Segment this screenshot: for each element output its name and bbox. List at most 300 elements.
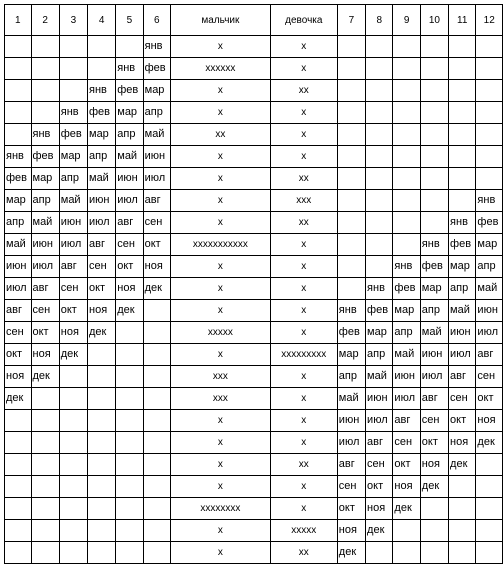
- month-cell: [476, 498, 503, 520]
- month-cell: дек: [337, 542, 365, 564]
- month-cell: дек: [143, 278, 170, 300]
- girl-tally-cell: x: [270, 256, 337, 278]
- month-cell: [59, 542, 87, 564]
- month-cell: июн: [337, 410, 365, 432]
- boy-tally-cell: x: [171, 168, 271, 190]
- month-cell: [143, 410, 170, 432]
- month-cell: [366, 102, 393, 124]
- month-cell: [5, 36, 32, 58]
- month-cell: сен: [88, 256, 116, 278]
- month-cell: апр: [59, 168, 87, 190]
- month-cell: [393, 146, 420, 168]
- month-cell: июл: [449, 344, 476, 366]
- month-cell: янв: [393, 256, 420, 278]
- month-cell: июн: [143, 146, 170, 168]
- month-cell: фев: [88, 102, 116, 124]
- header-column-number: 11: [449, 5, 476, 36]
- girl-tally-cell: xx: [270, 454, 337, 476]
- table-row: [5, 80, 503, 102]
- month-cell: [5, 410, 32, 432]
- month-cell: [420, 520, 448, 542]
- month-cell: [116, 344, 143, 366]
- month-cell: сен: [337, 476, 365, 498]
- month-cell: [393, 80, 420, 102]
- month-cell: окт: [449, 410, 476, 432]
- month-cell: [337, 278, 365, 300]
- girl-tally-cell: x: [270, 124, 337, 146]
- table-row: [5, 300, 503, 322]
- month-cell: ноя: [5, 366, 32, 388]
- month-cell: [143, 498, 170, 520]
- month-cell: [449, 80, 476, 102]
- month-cell: [143, 322, 170, 344]
- month-cell: [420, 102, 448, 124]
- month-cell: [449, 520, 476, 542]
- month-cell: [420, 124, 448, 146]
- header-column-number: 9: [393, 5, 420, 36]
- month-cell: [476, 36, 503, 58]
- month-cell: [393, 520, 420, 542]
- boy-tally-cell: x: [171, 146, 271, 168]
- month-cell: мар: [476, 234, 503, 256]
- month-cell: ноя: [393, 476, 420, 498]
- month-cell: [31, 58, 59, 80]
- month-cell: апр: [337, 366, 365, 388]
- month-cell: [59, 432, 87, 454]
- month-cell: [116, 366, 143, 388]
- month-cell: [449, 542, 476, 564]
- month-cell: [5, 476, 32, 498]
- month-cell: июл: [143, 168, 170, 190]
- month-cell: [59, 80, 87, 102]
- month-cell: апр: [476, 256, 503, 278]
- month-cell: апр: [116, 124, 143, 146]
- month-cell: [143, 454, 170, 476]
- month-cell: [59, 36, 87, 58]
- month-cell: [116, 454, 143, 476]
- month-cell: ноя: [420, 454, 448, 476]
- boy-tally-cell: xxx: [171, 388, 271, 410]
- month-cell: ноя: [337, 520, 365, 542]
- boy-tally-cell: x: [171, 36, 271, 58]
- month-cell: [366, 542, 393, 564]
- month-cell: [366, 124, 393, 146]
- header-column-number: 5: [116, 5, 143, 36]
- month-cell: янв: [143, 36, 170, 58]
- month-cell: ноя: [449, 432, 476, 454]
- month-cell: [449, 146, 476, 168]
- month-cell: окт: [143, 234, 170, 256]
- month-cell: авг: [143, 190, 170, 212]
- boy-tally-cell: xxxxxxxxxxx: [171, 234, 271, 256]
- month-cell: ноя: [476, 410, 503, 432]
- month-cell: янв: [5, 146, 32, 168]
- month-cell: окт: [476, 388, 503, 410]
- month-cell: [143, 432, 170, 454]
- month-cell: [88, 498, 116, 520]
- month-cell: сен: [476, 366, 503, 388]
- month-cell: июн: [393, 366, 420, 388]
- boy-tally-cell: x: [171, 520, 271, 542]
- boy-tally-cell: x: [171, 80, 271, 102]
- table-row: [5, 124, 503, 146]
- girl-tally-cell: x: [270, 498, 337, 520]
- month-cell: [31, 498, 59, 520]
- month-cell: апр: [88, 146, 116, 168]
- month-cell: [5, 124, 32, 146]
- month-cell: июн: [88, 190, 116, 212]
- table-row: [5, 190, 503, 212]
- month-cell: [366, 212, 393, 234]
- month-cell: ноя: [88, 300, 116, 322]
- month-cell: дек: [449, 454, 476, 476]
- month-cell: [88, 344, 116, 366]
- header-column-number: 8: [366, 5, 393, 36]
- month-cell: дек: [366, 520, 393, 542]
- table-row: [5, 212, 503, 234]
- month-cell: авг: [5, 300, 32, 322]
- girl-tally-cell: xx: [270, 168, 337, 190]
- girl-tally-cell: xxxxxxxxx: [270, 344, 337, 366]
- boy-tally-cell: xx: [171, 124, 271, 146]
- month-cell: [88, 366, 116, 388]
- month-cell: [476, 80, 503, 102]
- month-cell: [420, 80, 448, 102]
- month-cell: [366, 58, 393, 80]
- month-cell: [59, 410, 87, 432]
- header-row: [5, 5, 503, 36]
- month-cell: [393, 58, 420, 80]
- month-cell: [31, 432, 59, 454]
- month-cell: май: [31, 212, 59, 234]
- boy-tally-cell: x: [171, 410, 271, 432]
- month-cell: [393, 212, 420, 234]
- month-cell: [420, 58, 448, 80]
- month-cell: [476, 454, 503, 476]
- month-cell: [449, 168, 476, 190]
- month-cell: [116, 432, 143, 454]
- month-cell: июл: [59, 234, 87, 256]
- month-cell: авг: [366, 432, 393, 454]
- month-cell: мар: [337, 344, 365, 366]
- month-cell: май: [116, 146, 143, 168]
- month-cell: [337, 212, 365, 234]
- month-cell: май: [59, 190, 87, 212]
- month-cell: [88, 542, 116, 564]
- girl-tally-cell: x: [270, 146, 337, 168]
- month-cell: [337, 168, 365, 190]
- month-cell: [59, 520, 87, 542]
- month-cell: янв: [449, 212, 476, 234]
- month-cell: [59, 58, 87, 80]
- month-cell: [476, 476, 503, 498]
- month-cell: фев: [449, 234, 476, 256]
- table-body: [5, 5, 503, 564]
- table-row: [5, 146, 503, 168]
- month-cell: [116, 410, 143, 432]
- month-cell: сен: [393, 432, 420, 454]
- month-cell: дек: [393, 498, 420, 520]
- table-row: [5, 102, 503, 124]
- month-cell: [337, 102, 365, 124]
- month-cell: [88, 410, 116, 432]
- month-cell: [420, 212, 448, 234]
- month-cell: [5, 454, 32, 476]
- month-cell: дек: [88, 322, 116, 344]
- header-column-number: 2: [31, 5, 59, 36]
- month-cell: [116, 542, 143, 564]
- girl-tally-cell: x: [270, 366, 337, 388]
- month-cell: мар: [88, 124, 116, 146]
- month-cell: янв: [366, 278, 393, 300]
- month-cell: апр: [143, 102, 170, 124]
- month-cell: окт: [366, 476, 393, 498]
- month-cell: апр: [5, 212, 32, 234]
- month-cell: [31, 102, 59, 124]
- girl-tally-cell: x: [270, 410, 337, 432]
- month-cell: мар: [59, 146, 87, 168]
- month-cell: [476, 58, 503, 80]
- girl-tally-cell: x: [270, 300, 337, 322]
- month-cell: мар: [393, 300, 420, 322]
- header-column-number: 7: [337, 5, 365, 36]
- month-cell: дек: [5, 388, 32, 410]
- month-cell: [337, 256, 365, 278]
- month-cell: [116, 520, 143, 542]
- month-cell: [337, 124, 365, 146]
- table-row: [5, 278, 503, 300]
- month-cell: [393, 190, 420, 212]
- table-row: [5, 542, 503, 564]
- header-column-number: 4: [88, 5, 116, 36]
- month-cell: июн: [366, 388, 393, 410]
- birth-month-table: [4, 4, 503, 564]
- month-cell: [88, 454, 116, 476]
- month-cell: [88, 520, 116, 542]
- month-cell: фев: [59, 124, 87, 146]
- month-cell: [5, 520, 32, 542]
- month-cell: окт: [116, 256, 143, 278]
- month-cell: [337, 58, 365, 80]
- boy-tally-cell: x: [171, 344, 271, 366]
- boy-tally-cell: x: [171, 212, 271, 234]
- month-cell: [449, 102, 476, 124]
- month-cell: [420, 542, 448, 564]
- month-cell: авг: [476, 344, 503, 366]
- month-cell: [5, 542, 32, 564]
- month-cell: июн: [31, 234, 59, 256]
- month-cell: май: [143, 124, 170, 146]
- month-cell: окт: [420, 432, 448, 454]
- month-cell: сен: [420, 410, 448, 432]
- month-cell: ноя: [116, 278, 143, 300]
- month-cell: авг: [31, 278, 59, 300]
- month-cell: апр: [366, 344, 393, 366]
- month-cell: [449, 476, 476, 498]
- month-cell: [476, 102, 503, 124]
- girl-tally-cell: x: [270, 234, 337, 256]
- month-cell: [5, 58, 32, 80]
- month-cell: июн: [5, 256, 32, 278]
- month-cell: [31, 476, 59, 498]
- month-cell: фев: [476, 212, 503, 234]
- header-column-number: 3: [59, 5, 87, 36]
- month-cell: [420, 146, 448, 168]
- month-cell: [449, 498, 476, 520]
- girl-tally-cell: x: [270, 36, 337, 58]
- month-cell: [420, 190, 448, 212]
- girl-tally-cell: xxx: [270, 190, 337, 212]
- month-cell: [337, 36, 365, 58]
- month-cell: сен: [5, 322, 32, 344]
- table-row: [5, 234, 503, 256]
- month-cell: [31, 80, 59, 102]
- month-cell: окт: [5, 344, 32, 366]
- month-cell: [88, 36, 116, 58]
- month-cell: [31, 542, 59, 564]
- boy-tally-cell: x: [171, 278, 271, 300]
- month-cell: фев: [393, 278, 420, 300]
- month-cell: [449, 36, 476, 58]
- boy-tally-cell: xxxxxxxx: [171, 498, 271, 520]
- header-column-number: 12: [476, 5, 503, 36]
- month-cell: [31, 410, 59, 432]
- month-cell: сен: [31, 300, 59, 322]
- month-cell: июл: [5, 278, 32, 300]
- month-cell: янв: [337, 300, 365, 322]
- header-column-number: 6: [143, 5, 170, 36]
- month-cell: апр: [449, 278, 476, 300]
- month-cell: [59, 388, 87, 410]
- month-cell: сен: [143, 212, 170, 234]
- month-cell: [116, 498, 143, 520]
- month-cell: [143, 366, 170, 388]
- month-cell: дек: [59, 344, 87, 366]
- month-cell: [393, 168, 420, 190]
- month-cell: [88, 388, 116, 410]
- boy-tally-cell: xxx: [171, 366, 271, 388]
- girl-tally-cell: xx: [270, 542, 337, 564]
- month-cell: [143, 542, 170, 564]
- month-cell: [143, 300, 170, 322]
- month-cell: мар: [420, 278, 448, 300]
- month-cell: [143, 476, 170, 498]
- month-cell: [31, 36, 59, 58]
- month-cell: [116, 388, 143, 410]
- table-row: [5, 36, 503, 58]
- month-cell: [88, 432, 116, 454]
- month-cell: сен: [59, 278, 87, 300]
- boy-tally-cell: x: [171, 476, 271, 498]
- month-cell: окт: [59, 300, 87, 322]
- month-cell: июл: [337, 432, 365, 454]
- month-cell: [59, 498, 87, 520]
- month-cell: [59, 366, 87, 388]
- month-cell: июл: [366, 410, 393, 432]
- month-cell: авг: [88, 234, 116, 256]
- table-row: [5, 58, 503, 80]
- table-row: [5, 454, 503, 476]
- month-cell: [420, 36, 448, 58]
- table-row: [5, 168, 503, 190]
- month-cell: июн: [476, 300, 503, 322]
- month-cell: [366, 256, 393, 278]
- month-cell: июн: [59, 212, 87, 234]
- month-cell: ноя: [143, 256, 170, 278]
- month-cell: [476, 124, 503, 146]
- table-row: [5, 344, 503, 366]
- month-cell: [59, 476, 87, 498]
- boy-tally-cell: x: [171, 432, 271, 454]
- table-row: [5, 322, 503, 344]
- month-cell: апр: [393, 322, 420, 344]
- month-cell: июл: [420, 366, 448, 388]
- month-cell: окт: [337, 498, 365, 520]
- girl-tally-cell: x: [270, 388, 337, 410]
- month-cell: [476, 542, 503, 564]
- month-cell: янв: [59, 102, 87, 124]
- month-cell: [393, 102, 420, 124]
- month-cell: апр: [31, 190, 59, 212]
- month-cell: авг: [337, 454, 365, 476]
- month-cell: [366, 190, 393, 212]
- month-cell: [337, 234, 365, 256]
- girl-tally-cell: x: [270, 58, 337, 80]
- month-cell: янв: [420, 234, 448, 256]
- boy-tally-cell: x: [171, 454, 271, 476]
- month-cell: окт: [393, 454, 420, 476]
- table-row: [5, 432, 503, 454]
- month-cell: [5, 498, 32, 520]
- month-cell: [31, 388, 59, 410]
- month-cell: дек: [31, 366, 59, 388]
- month-cell: янв: [116, 58, 143, 80]
- month-cell: дек: [476, 432, 503, 454]
- girl-tally-cell: x: [270, 278, 337, 300]
- month-cell: июн: [449, 322, 476, 344]
- table-row: [5, 476, 503, 498]
- month-cell: фев: [420, 256, 448, 278]
- month-cell: мар: [366, 322, 393, 344]
- month-cell: [476, 168, 503, 190]
- month-cell: янв: [476, 190, 503, 212]
- month-cell: авг: [116, 212, 143, 234]
- month-cell: ноя: [366, 498, 393, 520]
- month-cell: [393, 542, 420, 564]
- month-cell: [420, 168, 448, 190]
- table-row: [5, 366, 503, 388]
- month-cell: окт: [31, 322, 59, 344]
- month-cell: ноя: [31, 344, 59, 366]
- boy-tally-cell: xxxxx: [171, 322, 271, 344]
- month-cell: [116, 36, 143, 58]
- month-cell: [366, 80, 393, 102]
- month-cell: мар: [449, 256, 476, 278]
- girl-tally-cell: xx: [270, 212, 337, 234]
- month-cell: фев: [31, 146, 59, 168]
- month-cell: окт: [88, 278, 116, 300]
- month-cell: мар: [5, 190, 32, 212]
- boy-tally-cell: x: [171, 256, 271, 278]
- month-cell: май: [420, 322, 448, 344]
- month-cell: [449, 124, 476, 146]
- month-cell: [393, 124, 420, 146]
- month-cell: мар: [143, 80, 170, 102]
- month-cell: [143, 520, 170, 542]
- table-row: [5, 410, 503, 432]
- month-cell: [420, 498, 448, 520]
- month-cell: [143, 344, 170, 366]
